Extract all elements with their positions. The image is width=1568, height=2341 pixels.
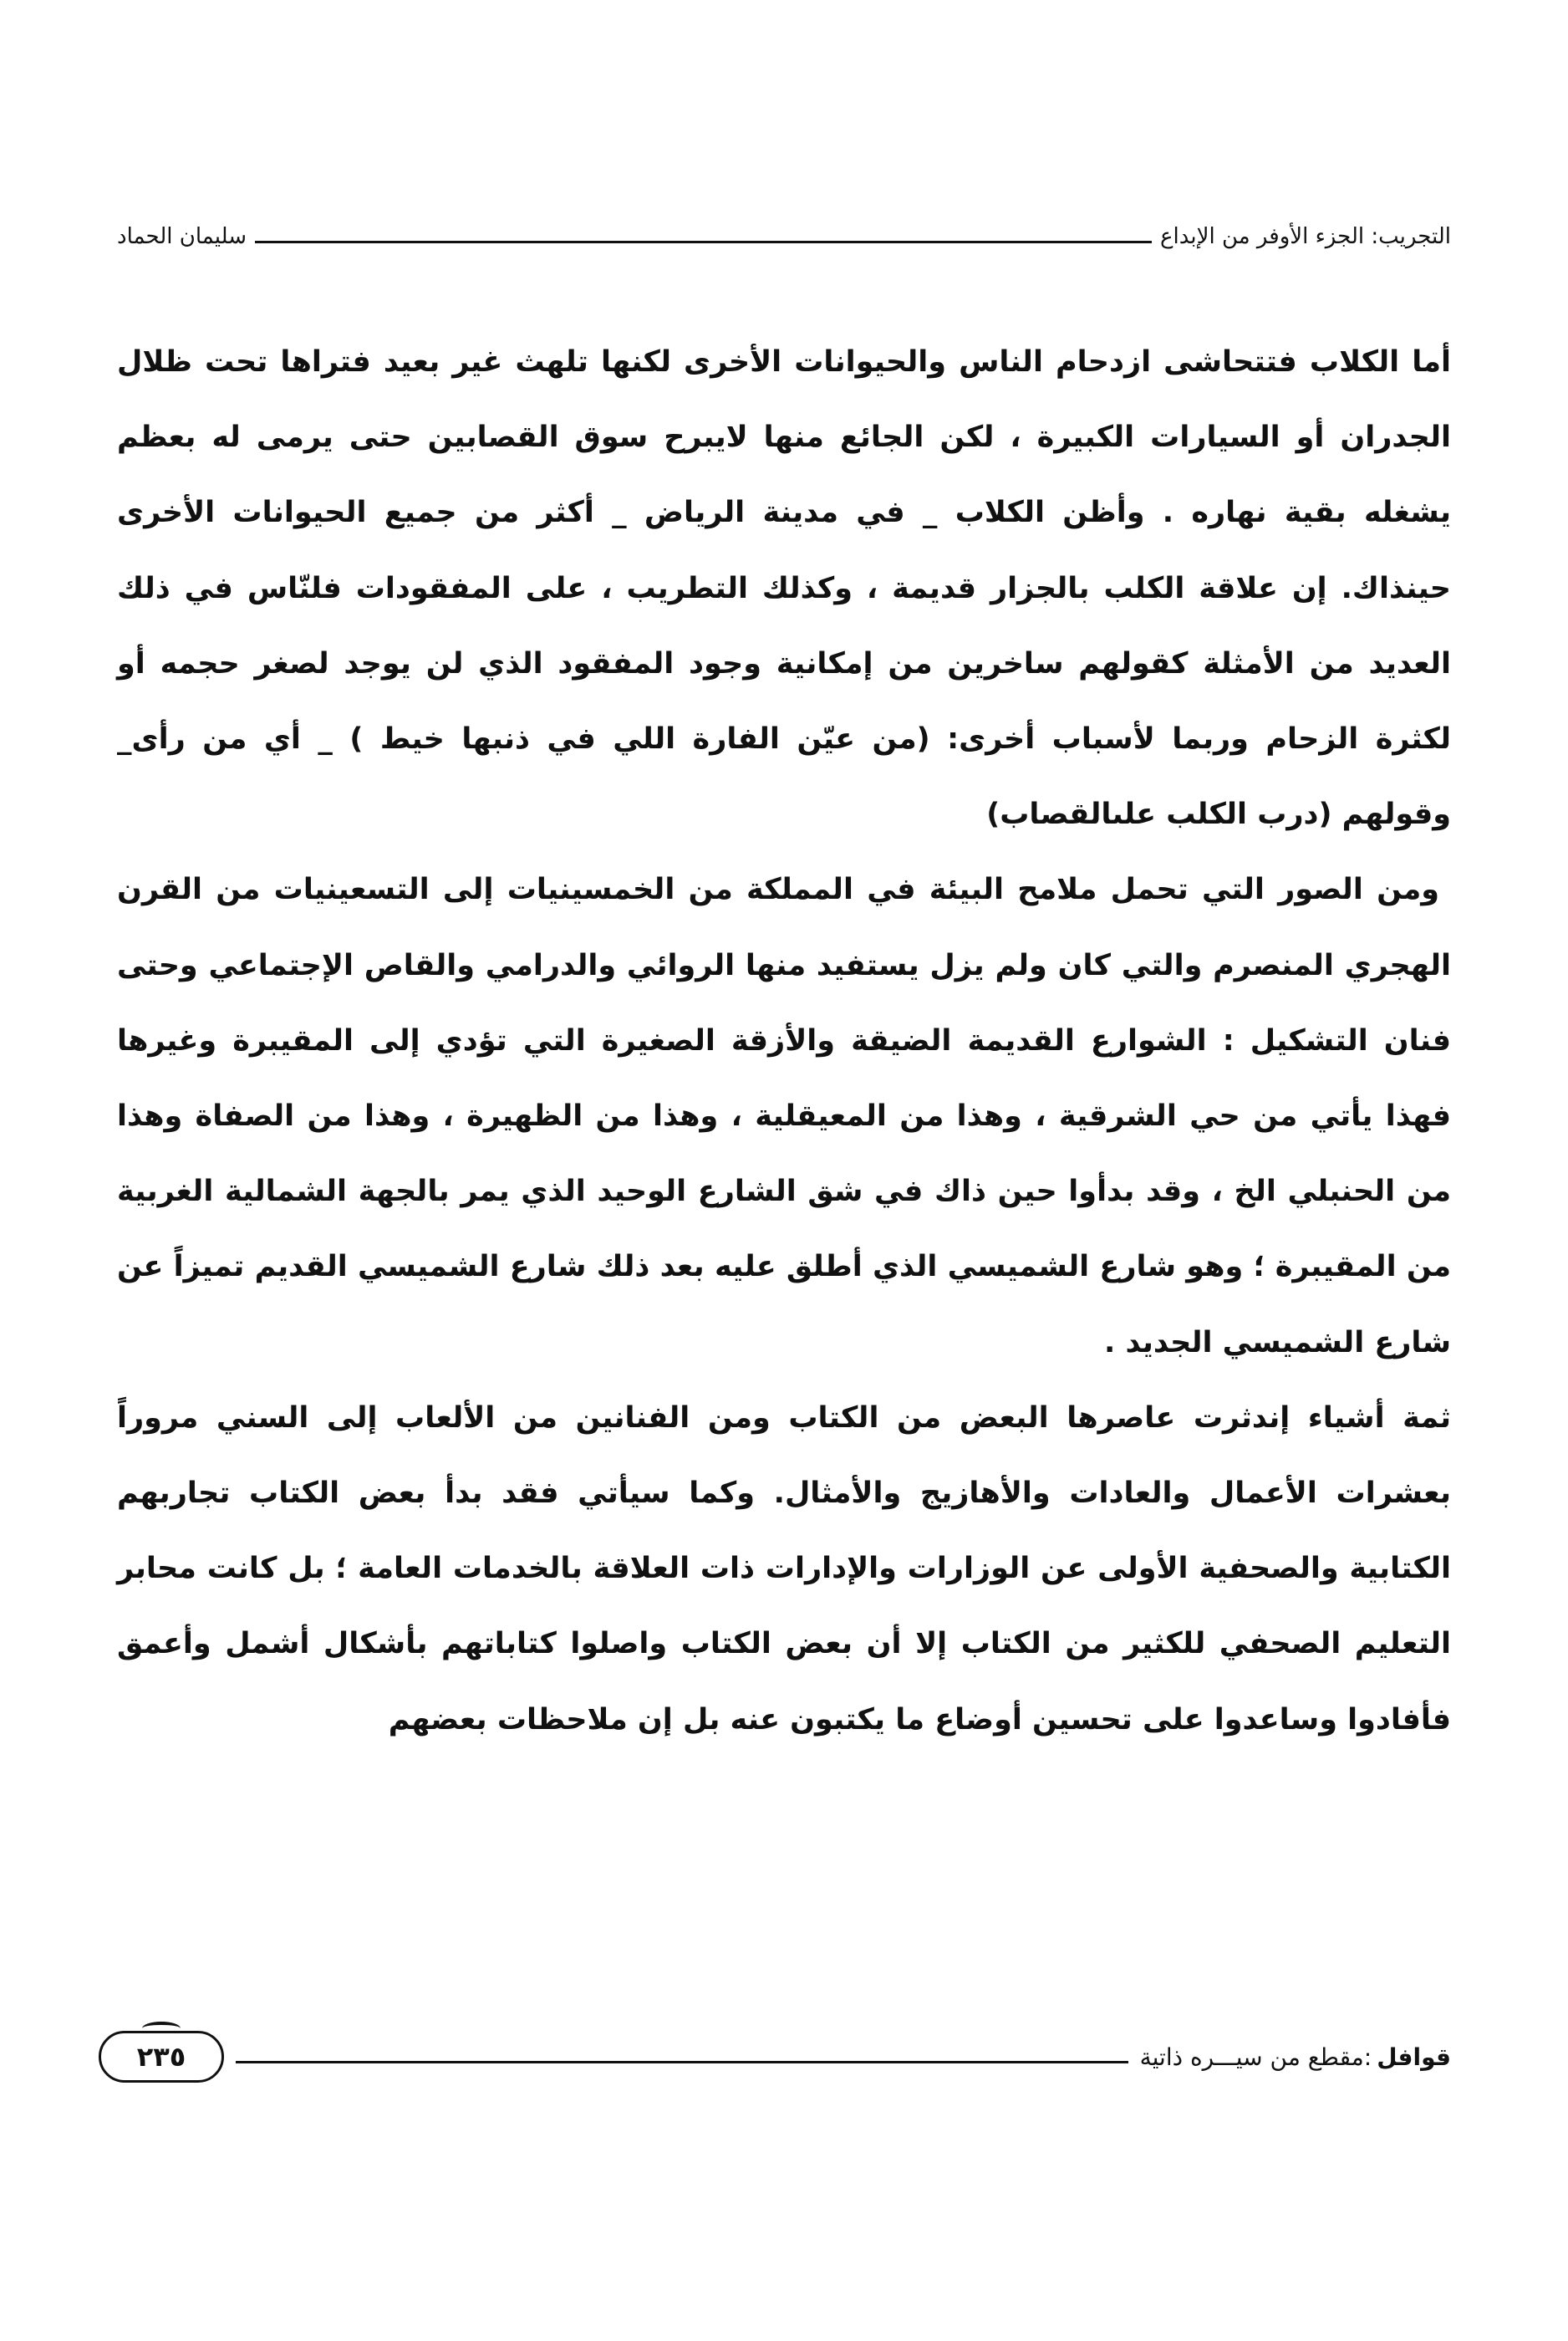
running-footer (99, 2023, 1451, 2090)
page-number: ٢٣٥ (136, 2041, 186, 2073)
footer-subtitle: :مقطع من سيـــره ذاتية (1139, 2043, 1372, 2071)
header-rule (255, 241, 1152, 243)
body-text (117, 324, 1451, 1757)
footer-rule (236, 2061, 1128, 2063)
badge-ornament (142, 2022, 181, 2035)
page-number-badge (99, 2031, 224, 2083)
header-author: سليمان الحماد (117, 224, 247, 249)
paragraph-3: ثمة أشياء إندثرت عاصرها البعض من الكتاب ومن الفنانين من الألعاب إلى السني مروراً بعشرات الأعمال والعادات والأهازيج والأمثال. وكما سيأتي فقد بدأ بعض الكتاب تجاربهم الكتابية والصحفية الأولى عن الوزارات والإدارات ذات العلاقة بالخدمات العامة ؛ بل كانت محابر التعليم الصحفي للكثير من الكتاب إلا أن بعض الكتاب واصلوا كتاباتهم بأشكال أشمل وأعمق فأفادوا وساعدوا على تحسين أوضاع ما يكتبون عنه بل إن ملاحظات بعضهم (117, 1400, 1451, 1737)
paragraph-2: ومن الصور التي تحمل ملامح البيئة في المملكة من الخمسينيات إلى التسعينيات من القرن الهجري المنصرم والتي كان ولم يزل يستفيد منها الروائي والدرامي والقاص الإجتماعي وحتى فنان التشكيل : الشوارع القديمة الضيقة والأزقة الصغيرة التي تؤدي إلى المقيبرة وغيرها فهذا يأتي من حي الشرقية ، وهذا من المعيقلية ، وهذا من الظهيرة ، وهذا من الصفاة وهذا من الحنبلي الخ ، وقد بدأوا حين ذاك في شق الشارع الوحيد الذي يمر بالجهة الشمالية الغربية من المقيبرة ؛ وهو شارع الشميسي الذي أطلق عليه بعد ذلك شارع الشميسي القديم تميزاً عن شارع الشميسي الجديد . (117, 873, 1451, 1359)
header-title: التجريب: الجزء الأوفر من الإبداع (1160, 224, 1451, 249)
footer-series: قوافل (1377, 2043, 1451, 2071)
paragraph-1: أما الكلاب فتتحاشى ازدحام الناس والحيوانات الأخرى لكنها تلهث غير بعيد فتراها تحت ظلال الجدران أو السيارات الكبيرة ، لكن الجائع منها لايبرح سوق القصابين حتى يرمى له بعظم يشغله بقية نهاره . وأظن الكلاب _ في مدينة الرياض _ أكثر من جميع الحيوانات الأخرى حينذاك. إن علاقة الكلب بالجزار قديمة ، وكذلك التطريب ، على المفقودات فلنّاس في ذلك العديد من الأمثلة كقولهم ساخرين من إمكانية وجود المفقود الذي لن يوجد لصغر حجمه أو لكثرة الزحام وربما لأسباب أخرى: (من عيّن الفارة اللي في ذنبها خيط ) _ أي من رأى_ وقولهم (درب الكلب علىالقصاب) (117, 345, 1451, 832)
running-header (117, 216, 1451, 258)
